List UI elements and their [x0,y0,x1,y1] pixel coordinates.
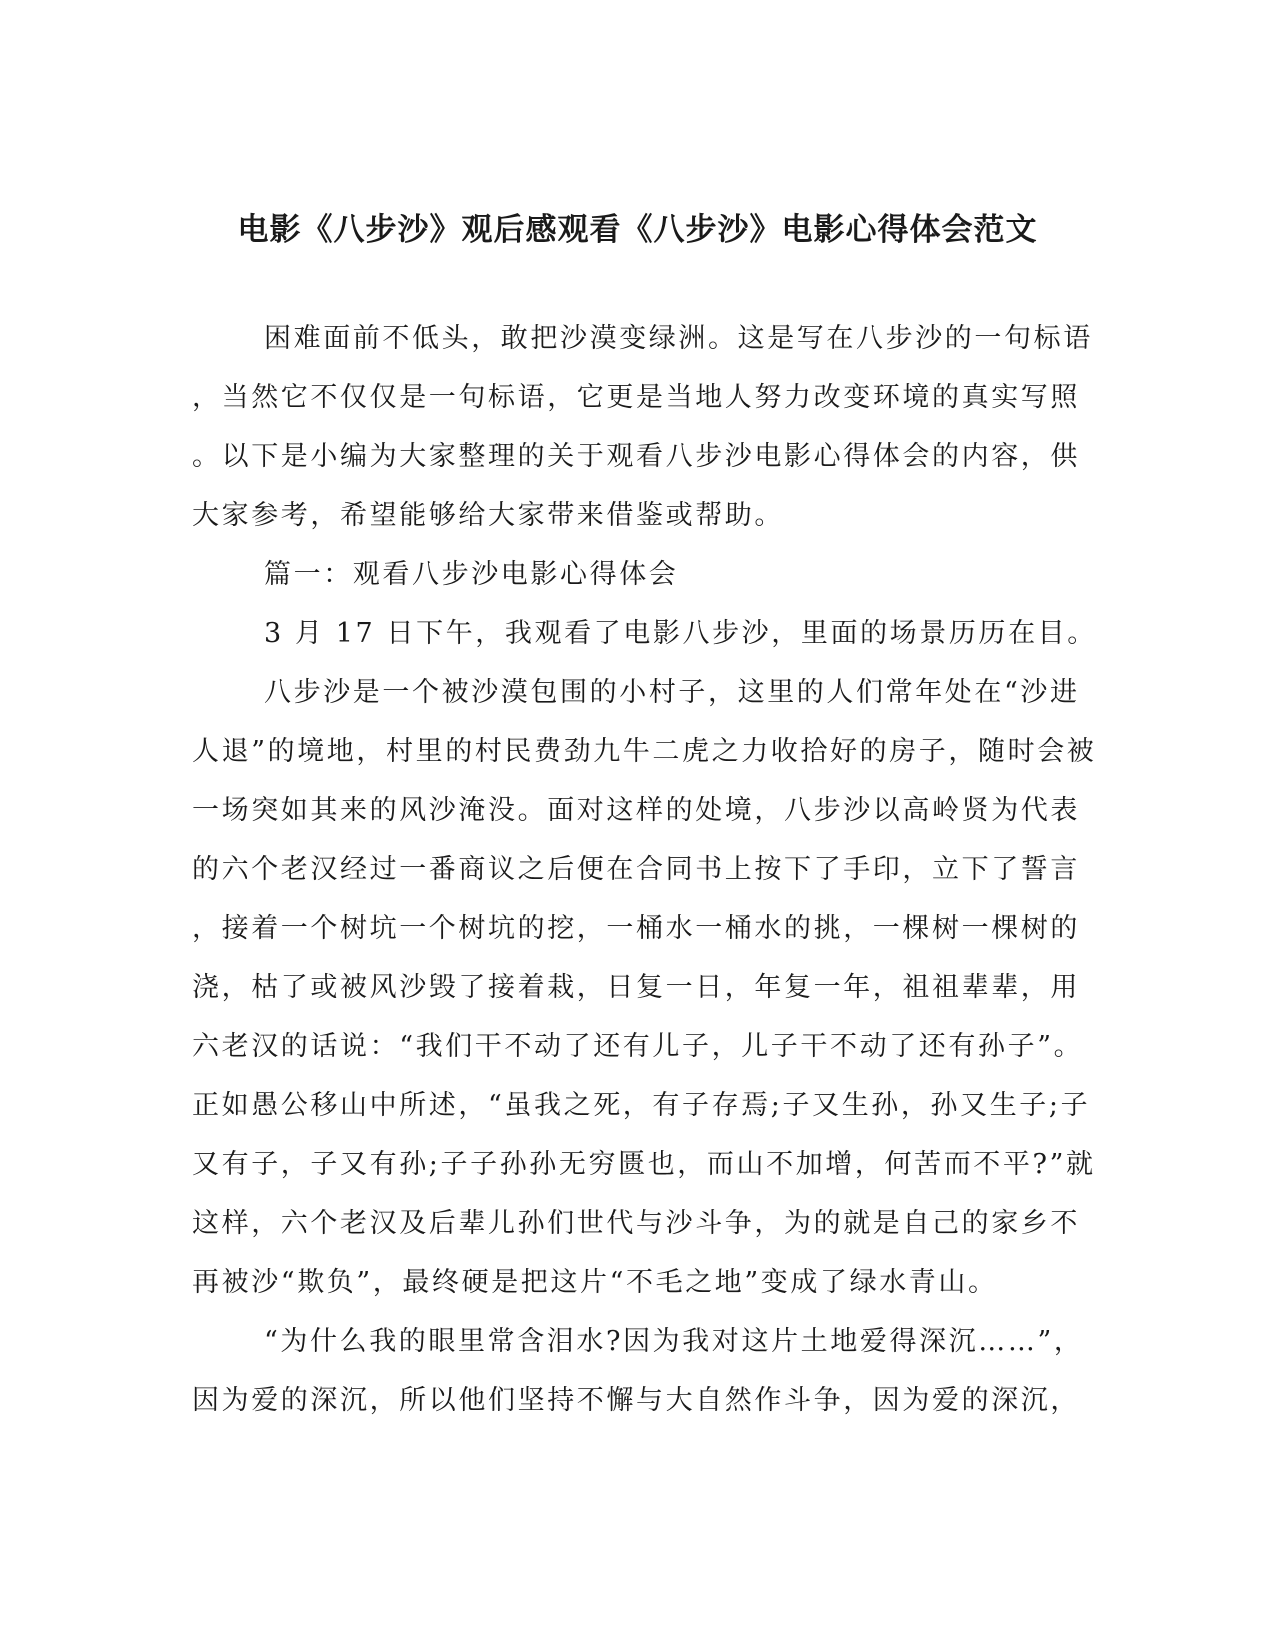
paragraph-line: 一场突如其来的风沙淹没。面对这样的处境，八步沙以高岭贤为代表 [192,795,1080,826]
paragraph-line: 六老汉的话说：“我们干不动了还有儿子，儿子干不动了还有孙子”。 [192,1031,1084,1062]
paragraph-line: 这样，六个老汉及后辈儿孙们世代与沙斗争，为的就是自己的家乡不 [192,1208,1080,1239]
paragraph-line: 因为爱的深沉，所以他们坚持不懈与大自然作斗争，因为爱的深沉， [192,1385,1080,1416]
paragraph-line: ，当然它不仅仅是一句标语，它更是当地人努力改变环境的真实写照 [192,382,1080,413]
paragraph-line: 的六个老汉经过一番商议之后便在合同书上按下了手印，立下了誓言 [192,854,1080,885]
paragraph-line: 正如愚公移山中所述，“虽我之死，有子存焉;子又生孙，孙又生子;子 [192,1090,1091,1121]
paragraph-line: 困难面前不低头，敢把沙漠变绿洲。这是写在八步沙的一句标语 [264,323,1093,354]
paragraph-line: 。以下是小编为大家整理的关于观看八步沙电影心得体会的内容，供 [192,441,1080,472]
paragraph-line: 人退”的境地，村里的村民费劲九牛二虎之力收拾好的房子，随时会被 [192,736,1097,767]
paragraph-line: 又有子，子又有孙;子子孙孙无穷匮也，而山不加增，何苦而不平?”就 [192,1149,1096,1180]
paragraph-line: ，接着一个树坑一个树坑的挖，一桶水一桶水的挑，一棵树一棵树的 [192,913,1080,944]
paragraph-line: 八步沙是一个被沙漠包围的小村子，这里的人们常年处在“沙进 [264,677,1080,708]
paragraph-line: “为什么我的眼里常含泪水?因为我对这片土地爱得深沉……”， [264,1326,1084,1357]
paragraph-line: 3 月 17 日下午，我观看了电影八步沙，里面的场景历历在目。 [264,618,1097,649]
paragraph-line: 大家参考，希望能够给大家带来借鉴或帮助。 [192,500,784,531]
document-title: 电影《八步沙》观后感观看《八步沙》电影心得体会范文 [237,212,1038,248]
section-heading: 篇一：观看八步沙电影心得体会 [264,559,679,590]
paragraph-line: 浇，枯了或被风沙毁了接着栽，日复一日，年复一年，祖祖辈辈，用 [192,972,1080,1003]
paragraph-line: 再被沙“欺负”，最终硬是把这片“不毛之地”变成了绿水青山。 [192,1267,998,1298]
